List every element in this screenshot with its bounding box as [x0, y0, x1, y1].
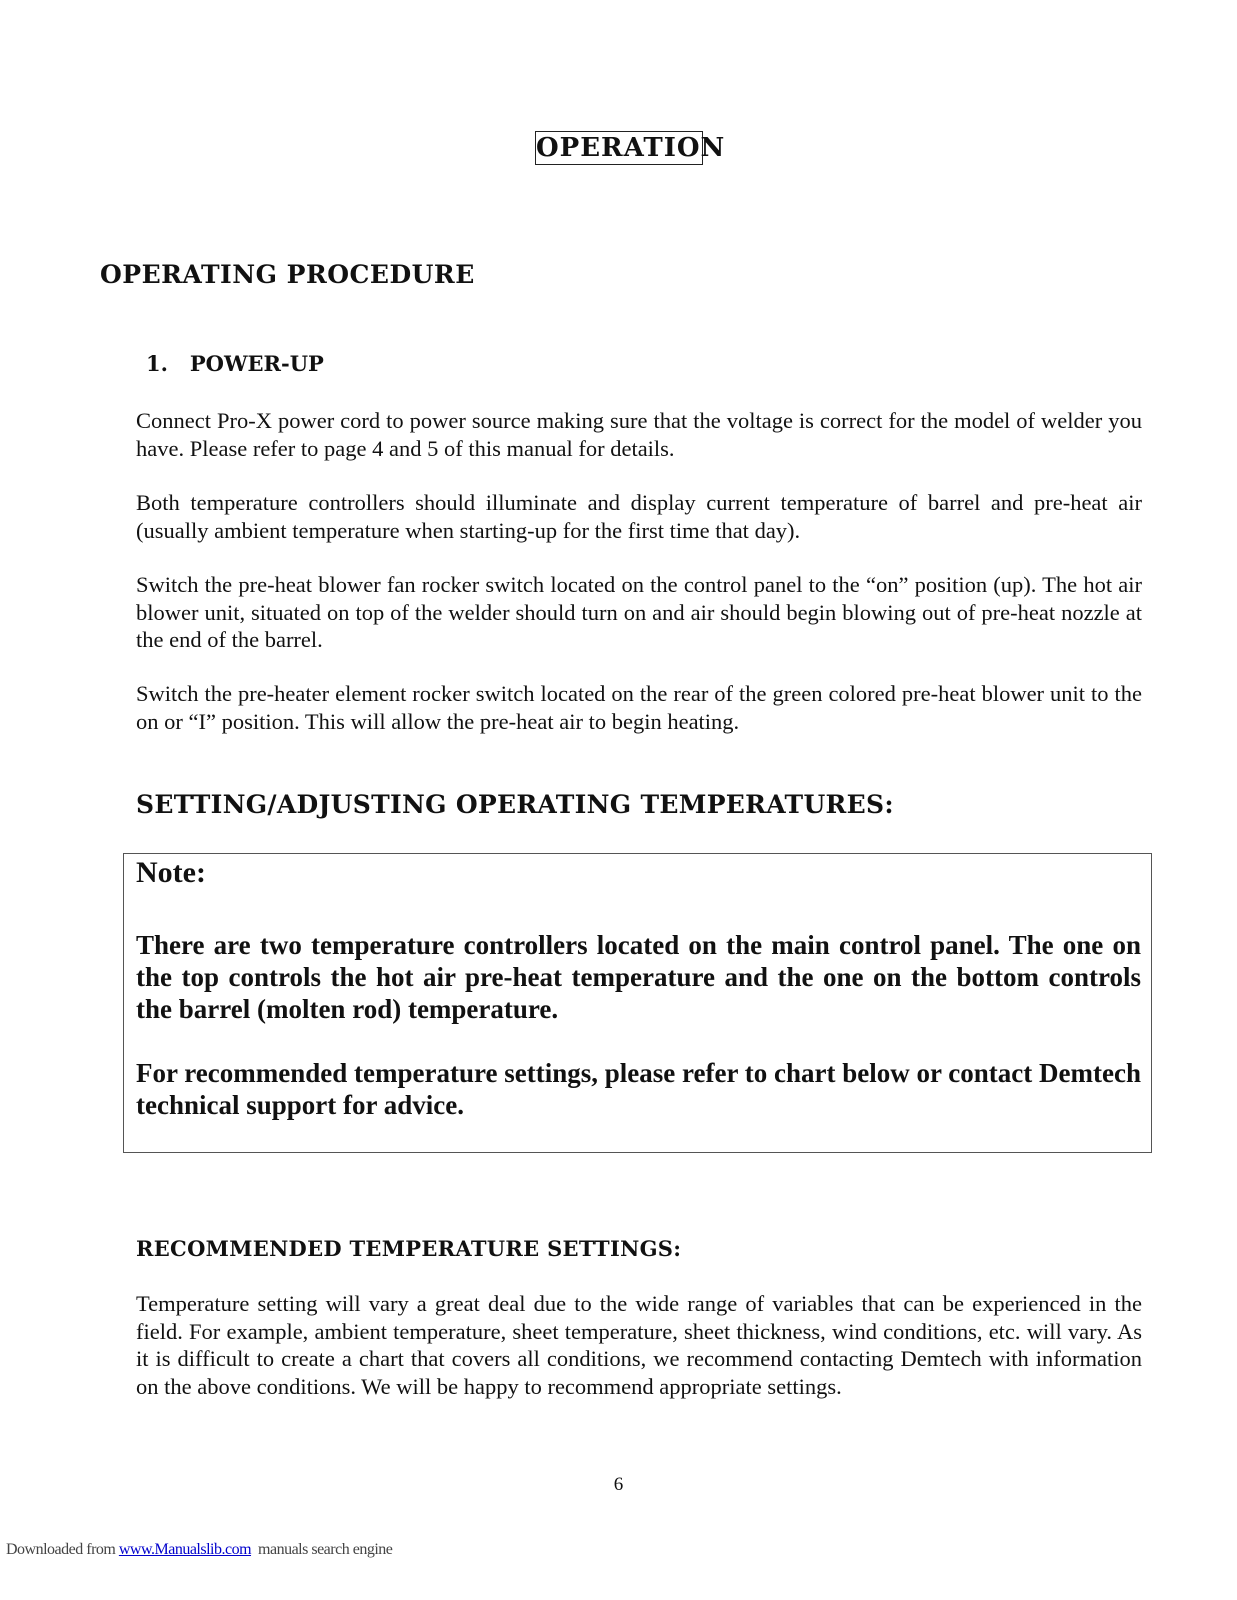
paragraph-controllers: Both temperature controllers should illuminate and display current temperature of barrel and pre-heat air (usually ambient temperature when starting-up for the first time that day). — [136, 490, 1142, 543]
note-text-recommended: For recommended temperature settings, please refer to chart below or contact Demtech technical support for advice. — [136, 1058, 1141, 1120]
section-heading: OPERATING PROCEDURE — [100, 260, 475, 289]
footer-suffix: manuals search engine — [251, 1541, 393, 1558]
page-number: 6 — [613, 1474, 624, 1495]
footer — [6, 1541, 392, 1559]
paragraph-power-cord: Connect Pro-X power cord to power source making sure that the voltage is correct for the model of welder you have. Please refer to page 4 and 5 of this manual for details. — [136, 408, 1142, 461]
paragraph-blower-switch: Switch the pre-heat blower fan rocker switch located on the control panel to the “on” position (up). The hot air blower unit, situated on top of the welder should turn on and air should begin blowing out of pre-heat nozzle at the end of the barrel. — [136, 572, 1142, 652]
paragraph-heater-switch: Switch the pre-heater element rocker switch located on the rear of the green colored pre-heat blower unit to the on or “I” position. This will allow the pre-heat air to begin heating. — [136, 681, 1142, 734]
note-title: Note: — [136, 856, 206, 889]
page-title: OPERATION — [536, 133, 726, 163]
recommended-heading: RECOMMENDED TEMPERATURE SETTINGS: — [136, 1236, 682, 1261]
footer-link[interactable]: www.Manualslib.com — [118, 1541, 252, 1558]
footer-prefix: Downloaded from — [6, 1541, 119, 1558]
step-heading: 1. POWER-UP — [146, 351, 324, 376]
setting-heading: SETTING/ADJUSTING OPERATING TEMPERATURES: — [136, 790, 894, 819]
note-text-controllers: There are two temperature controllers located on the main control panel. The one on the top controls the hot air pre-heat temperature and the one on the bottom controls the barrel (molten rod) temperature. — [136, 930, 1141, 1024]
paragraph-recommended: Temperature setting will vary a great deal due to the wide range of variables that can be experienced in the field. For example, ambient temperature, sheet temperature, sheet thickness, wind conditions, etc. will vary. As it is difficult to create a chart that covers all conditions, we recommend contacting Demtech with information on the above conditions. We will be happy to recommend appropriate settings. — [136, 1291, 1142, 1399]
